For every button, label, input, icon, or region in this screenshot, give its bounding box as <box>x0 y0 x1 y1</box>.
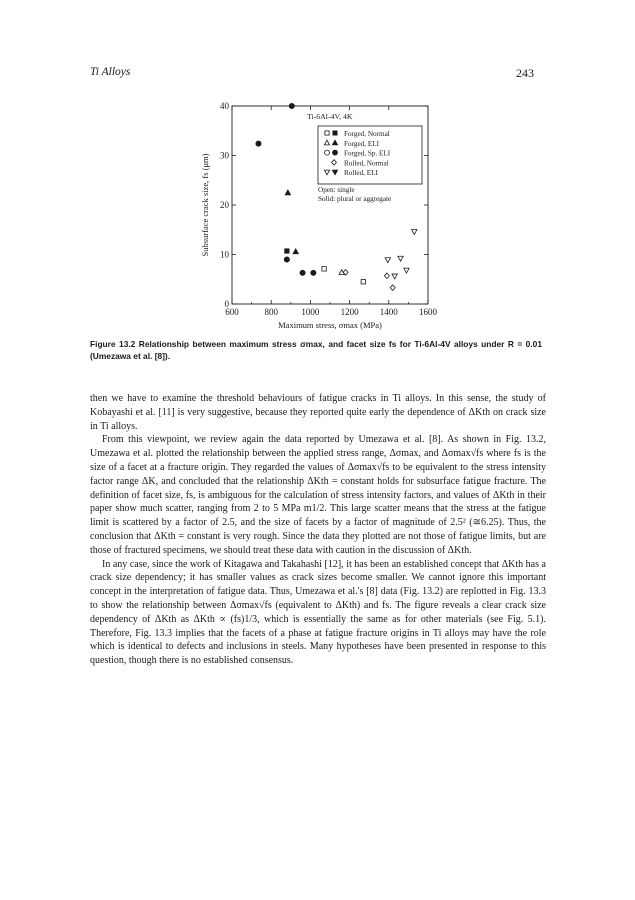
legend-label: Rolled, ELI <box>344 169 378 178</box>
x-tick-label: 1200 <box>340 307 359 317</box>
y-axis-label: Subsurface crack size, fs (μm) <box>200 153 210 257</box>
data-point <box>293 249 298 254</box>
legend-note: Solid: plural or aggregate <box>318 195 392 203</box>
chart-title: Ti-6Al-4V, 4K <box>307 112 353 121</box>
legend-label: Rolled, Normal <box>344 159 389 168</box>
y-tick-label: 30 <box>220 150 229 161</box>
data-point <box>390 285 395 291</box>
x-tick-label: 600 <box>225 307 239 317</box>
legend-note: Open: single <box>318 186 355 194</box>
paragraph: From this viewpoint, we review again the data reported by Umezawa et al. [8]. As shown in Fig. 13.2, Umezawa et al. plotted the relationship between the applied stress range, Δσmax, and Δσmax√fs where fs is the size of a facet at a fracture origin. They regarded the values of Δσmax√fs to be equivalent to the stress intensity factor range ΔK, and concluded that the relationship ΔKth = constant holds for subsurface fatigue fracture. The definition of facet size, fs, is ambiguous for the calculation of stress intensity factors, and values of ΔKth in their paper show much scatter, ranging from 2 to 5 MPa m1/2. This large scatter means that the stress at the fatigue limit is scattered by a factor of 2.5, and the size of facets by a factor of magnitude of 2.5² (≅6.25). Thus, the conclusion that ΔKth = constant is very rough. Since the data they plotted are not those of fatigue limits, but are those of fractured specimens, we should treat these data with caution in the discussion of ΔKth. <box>90 434 546 556</box>
legend-marker-open <box>325 150 330 155</box>
legend-marker-filled <box>333 150 338 155</box>
legend-label: Forged, Sp. ELI <box>344 149 391 158</box>
data-point <box>398 256 403 261</box>
data-point <box>256 141 261 146</box>
data-point <box>300 270 305 275</box>
paragraph: then we have to examine the threshold behaviours of fatigue cracks in Ti alloys. In this sense, the study of Kobayashi et al. [11] is very suggestive, because they reported quite early the dependence of ΔKth on crack size in Ti alloys. <box>90 393 546 432</box>
data-point <box>311 270 316 275</box>
y-tick-label: 10 <box>220 249 229 260</box>
x-axis-label: Maximum stress, σmax (MPa) <box>278 320 382 330</box>
x-tick-label: 1000 <box>301 307 320 317</box>
data-point <box>412 230 417 235</box>
running-title: Ti Alloys <box>90 66 131 78</box>
legend-label: Forged, ELI <box>344 139 380 148</box>
data-point <box>404 268 409 273</box>
scatter-chart <box>0 0 635 340</box>
data-point <box>361 280 365 284</box>
data-point <box>284 257 289 262</box>
y-tick-label: 40 <box>220 101 229 111</box>
data-point <box>392 274 397 279</box>
x-tick-label: 1400 <box>379 307 398 317</box>
data-point <box>385 258 390 263</box>
legend-marker-filled <box>333 131 337 135</box>
y-tick-label: 0 <box>224 299 229 309</box>
legend-marker-open <box>325 131 329 135</box>
paragraph: In any case, since the work of Kitagawa and Takahashi [12], it has been an established concept that ΔKth has a crack size dependency; it has smaller values as crack sizes become smaller. We cannot ignore this important concept in the interpretation of fatigue data. Thus, Umezawa et al.'s [8] data (Fig. 13.2) are replotted in Fig. 13.3 to show the relationship between Δσmax√fs (equivalent to ΔKth) and fs. The figure reveals a clear crack size dependency of ΔKth as ΔKth ∝ (fs)1/3, which is essentially the same as for other materials (see Fig. 5.1). Therefore, Fig. 13.3 implies that the facets of a phase at fatigue fracture origins in Ti alloys may have the role which is identical to defects and inclusions in steels. Many hypotheses have been presented in response to this question, though there is no established consensus. <box>90 558 546 667</box>
page-number: 243 <box>516 66 534 80</box>
figure-caption: Figure 13.2 Relationship between maximum stress σmax, and facet size fs for Ti-6Al-4V alloys under R = 0.01 (Umezawa et al. [8]). <box>90 339 542 361</box>
data-point <box>289 103 294 108</box>
x-tick-label: 800 <box>264 307 278 317</box>
data-point <box>285 249 289 253</box>
data-point <box>285 190 290 195</box>
y-tick-label: 20 <box>220 200 229 210</box>
x-tick-label: 1600 <box>419 307 437 317</box>
data-point <box>322 267 326 271</box>
body-text <box>90 392 546 668</box>
legend-label: Forged, Normal <box>344 130 390 138</box>
data-point <box>384 273 389 279</box>
